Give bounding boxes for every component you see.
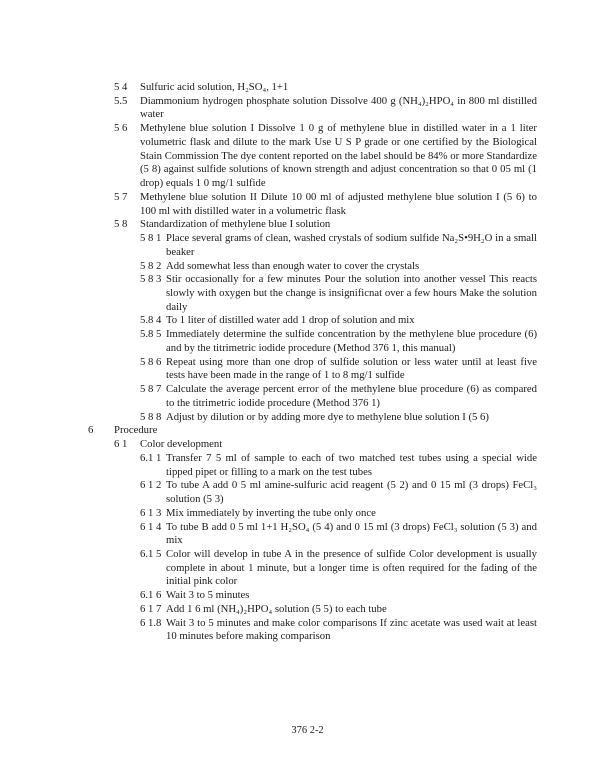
section-number: 5 8 3 [140,273,162,286]
section-text: Adjust by dilution or by adding more dye to methylene blue solution I (5 6) [166,410,489,423]
section-text: Repeat using more than one drop of sulfide solution or less water until at least five tests have been made in the range of 1 to 8 mg/1 sulfide [166,355,537,382]
section-item [0,232,537,259]
section-text: Add somewhat less than enough water to cover the crystals [166,259,420,272]
section-number: 5 8 2 [140,259,162,272]
section-item [0,81,537,95]
section-item [0,521,537,548]
section-number: 6 1 2 [140,479,162,492]
section-item [0,424,537,438]
section-item [0,260,537,274]
section-item [0,314,537,328]
section-number: 5 8 8 [140,410,162,423]
section-text: Stir occasionally for a few minutes Pour the solution into another vessel This reacts slowly with oxygen but the change is insignificnat over a few hours Make the solution daily [166,273,537,313]
section-item [0,356,537,383]
section-item [0,507,537,521]
section-number: 6 1 [114,438,128,451]
section-text: Methylene blue solution II Dilute 10 00 ml of adjusted methylene blue solution I (5 6) to 100 ml with distilled water in a volumetric flask [140,190,537,217]
section-text: Wait 3 to 5 minutes [166,589,250,602]
section-number: 6 [88,424,94,437]
section-number: 6.1 1 [140,451,162,464]
section-number: 5 8 [114,218,128,231]
section-number: 6 1 7 [140,602,162,615]
section-number: 5 7 [114,190,128,203]
section-text: To tube B add 0 5 ml 1+1 H₂SO₄ (5 4) and 0 15 ml (3 drops) FeCl₃ solution (5 3) and mix [166,520,537,547]
section-number: 6.1 5 [140,547,162,560]
section-item [0,411,537,425]
section-item [0,328,537,355]
section-text: Place several grams of clean, washed crystals of sodium sulfide Na₂S•9H₂O in a small beaker [166,232,537,258]
section-number: 5 8 6 [140,355,162,368]
section-number: 6 1 4 [140,520,162,533]
section-number: 6 1 3 [140,506,162,519]
section-text: Color will develop in tube A in the presence of sulfide Color development is usually complete in about 1 minute, but a longer time is often required for the fading of the initial pink color [166,547,537,588]
section-item [0,479,537,506]
section-text: Wait 3 to 5 minutes and make color comparisons If zinc acetate was used wait at least 10 minutes before making comparison [166,616,537,643]
section-number: 6.1 6 [140,589,162,602]
section-text: Add 1 6 ml (NH₄)₂HPO₄ solution (5 5) to each tube [166,602,387,615]
section-item [0,218,537,232]
page-number: 376 2-2 [291,725,324,736]
section-item [0,589,537,603]
section-number: 6 1.8 [140,616,162,629]
section-number: 5 4 [114,81,128,93]
section-number: 5 6 [114,122,128,135]
section-item [0,603,537,617]
section-text: Procedure [114,424,158,437]
document-body [0,81,615,644]
section-text: Immediately determine the sulfide concentration by the methylene blue procedure (6) and by the titrimetric iodide procedure (Method 376 1, this manual) [166,328,537,354]
section-text: To 1 liter of distilled water add 1 drop of solution and mix [166,314,415,327]
section-text: Mix immediately by inverting the tube only once [166,506,376,519]
section-text: Methylene blue solution I Dissolve 1 0 g of methylene blue in distilled water in a 1 liter volumetric flask and dilute to the mark Use U S P grade or one certified by the Biological Stain Commission The dye content reported on the label should be 84% or more Standardize (5 8) against sulfide solutions of known strength and adjust concentration so that 0 05 ml (1 drop) equals 1 0 mg/1 sulfide [140,122,537,190]
section-text: To tube A add 0 5 ml amine-sulfuric acid reagent (5 2) and 0 15 ml (3 drops) FeCl₃ solution (5 3) [166,479,537,506]
section-item [0,95,537,122]
section-text: Diammonium hydrogen phosphate solution Dissolve 400 g (NH₄)₂HPO₄ in 800 ml distilled water [140,94,537,121]
section-item [0,452,537,479]
section-text: Sulfuric acid solution, H₂SO₄, 1+1 [140,81,289,93]
section-item [0,383,537,410]
section-number: 5.8 4 [140,314,162,327]
section-text: Transfer 7 5 ml of sample to each of two matched test tubes using a special wide tipped pipet or filling to a mark on the test tubes [166,451,537,478]
section-item [0,191,537,218]
section-item [0,273,537,314]
section-number: 5 8 7 [140,383,162,396]
section-item [0,617,537,644]
section-text: Color development [140,438,223,451]
section-item [0,548,537,589]
section-item [0,122,537,191]
section-text: Calculate the average percent error of the methylene blue procedure (6) as compared to the titrimetric iodide procedure (Method 376 1) [166,383,537,409]
section-number: 5 8 1 [140,232,162,245]
section-text: Standardization of methylene blue I solution [140,218,331,231]
section-number: 5.5 [114,94,128,107]
section-item [0,438,537,452]
section-number: 5.8 5 [140,328,162,341]
